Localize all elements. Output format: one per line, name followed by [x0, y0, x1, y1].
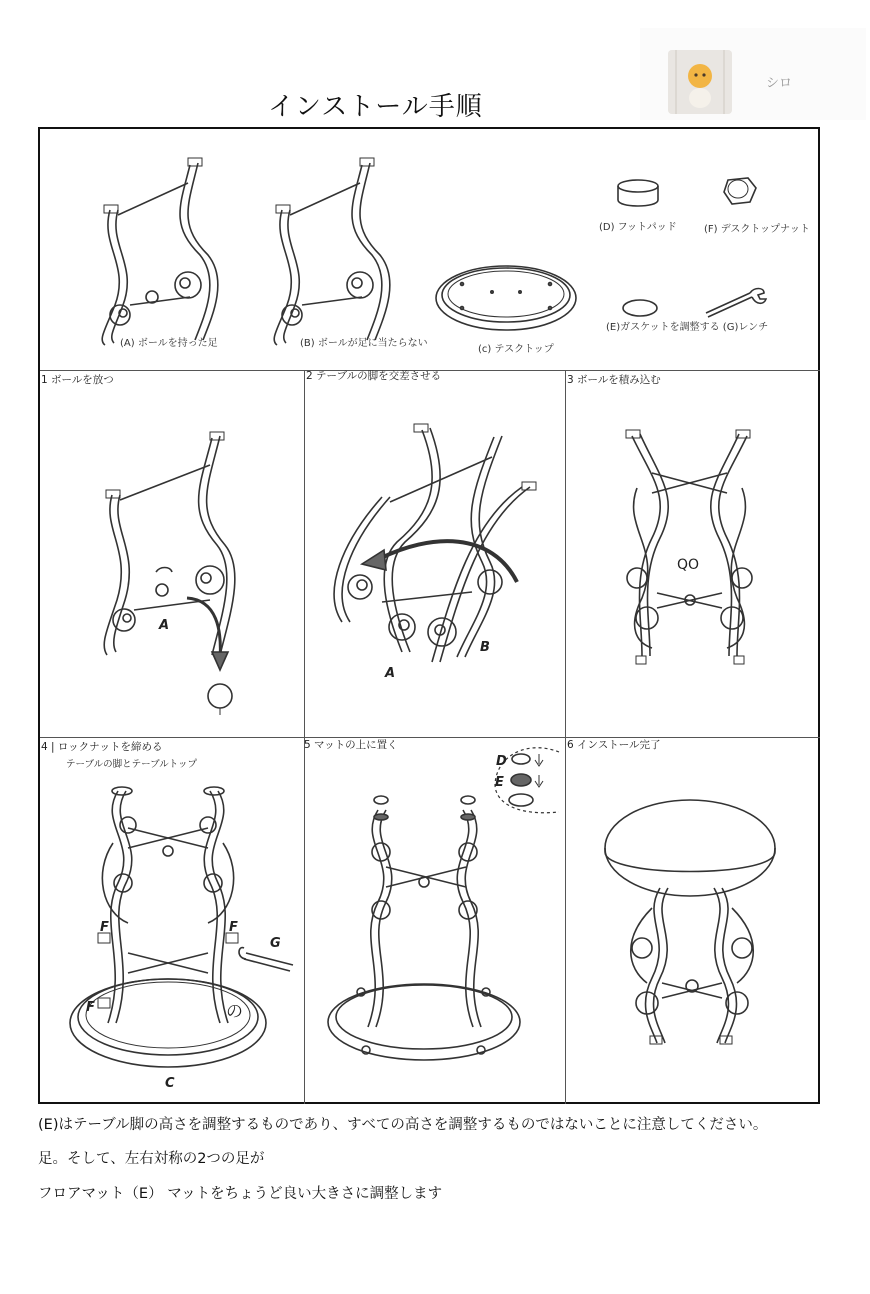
marker-f-1: F	[100, 920, 109, 935]
marker-a: A	[159, 618, 170, 633]
note-line-1: (E)はテーブル脚の高さを調整するものであり、すべての高さを調整するものではないことに注意してください。	[38, 1117, 768, 1133]
marker-f-3: F	[86, 1000, 95, 1015]
avatar[interactable]	[668, 50, 732, 114]
step-6-title: 6 インストール完了	[567, 739, 661, 751]
marker-d: D	[496, 754, 507, 769]
step-6-illustration	[602, 798, 782, 1048]
note-line-3: フロアマット（E） マットをちょうど良い大きさに調整します	[38, 1186, 443, 1202]
part-f-label: (F) デスクトップナット	[704, 224, 810, 235]
step-3-title: 3 ボールを積み込む	[567, 374, 661, 386]
marker-c: C	[165, 1076, 175, 1091]
step-2-title: 2 テーブルの脚を交差させる	[306, 370, 442, 382]
part-eg-label: (E)ガスケットを調整する (G)レンチ	[606, 322, 769, 333]
step-4-title: 4 | ロックナットを締める	[41, 741, 163, 753]
step-5-illustration	[326, 792, 526, 1072]
grid-divider	[40, 737, 820, 738]
marker-no: の	[226, 1002, 243, 1022]
part-c-label: (c) テスクトップ	[478, 344, 554, 355]
grid-divider	[565, 370, 566, 1104]
marker-e: E	[495, 775, 504, 790]
desktop-c-illustration	[432, 262, 580, 342]
marker-g: G	[270, 936, 281, 951]
marker-b: B	[480, 640, 490, 655]
part-a-label: (A) ボールを持った足	[120, 338, 218, 349]
step-1-illustration	[92, 430, 242, 715]
wrench-icon	[702, 285, 768, 319]
avatar-image	[668, 50, 732, 114]
user-name[interactable]: シロ	[766, 76, 793, 91]
step-3-illustration	[612, 428, 767, 668]
marker-a-2: A	[385, 666, 396, 681]
step-4-subtitle: テーブルの脚とテーブルトップ	[66, 759, 198, 770]
desktop-nut-icon	[720, 174, 760, 208]
leg-a-illustration	[90, 155, 230, 350]
step-1-title: 1 ボールを放つ	[41, 374, 114, 386]
note-line-2: 足。そして、左右対称の2つの足が	[38, 1151, 265, 1167]
foot-pad-icon	[613, 178, 663, 212]
step-2-illustration	[322, 422, 547, 677]
marker-f-2: F	[229, 920, 238, 935]
marker-qo: QO	[677, 557, 700, 573]
page-title: インストール手順	[268, 92, 483, 122]
gasket-icon	[620, 298, 660, 320]
leg-b-illustration	[262, 155, 402, 350]
step-5-title: 5 マットの上に置く	[304, 739, 398, 751]
part-b-label: (B) ボールが足に当たらない	[300, 338, 428, 349]
part-d-label: (D) フットパッド	[599, 222, 677, 233]
